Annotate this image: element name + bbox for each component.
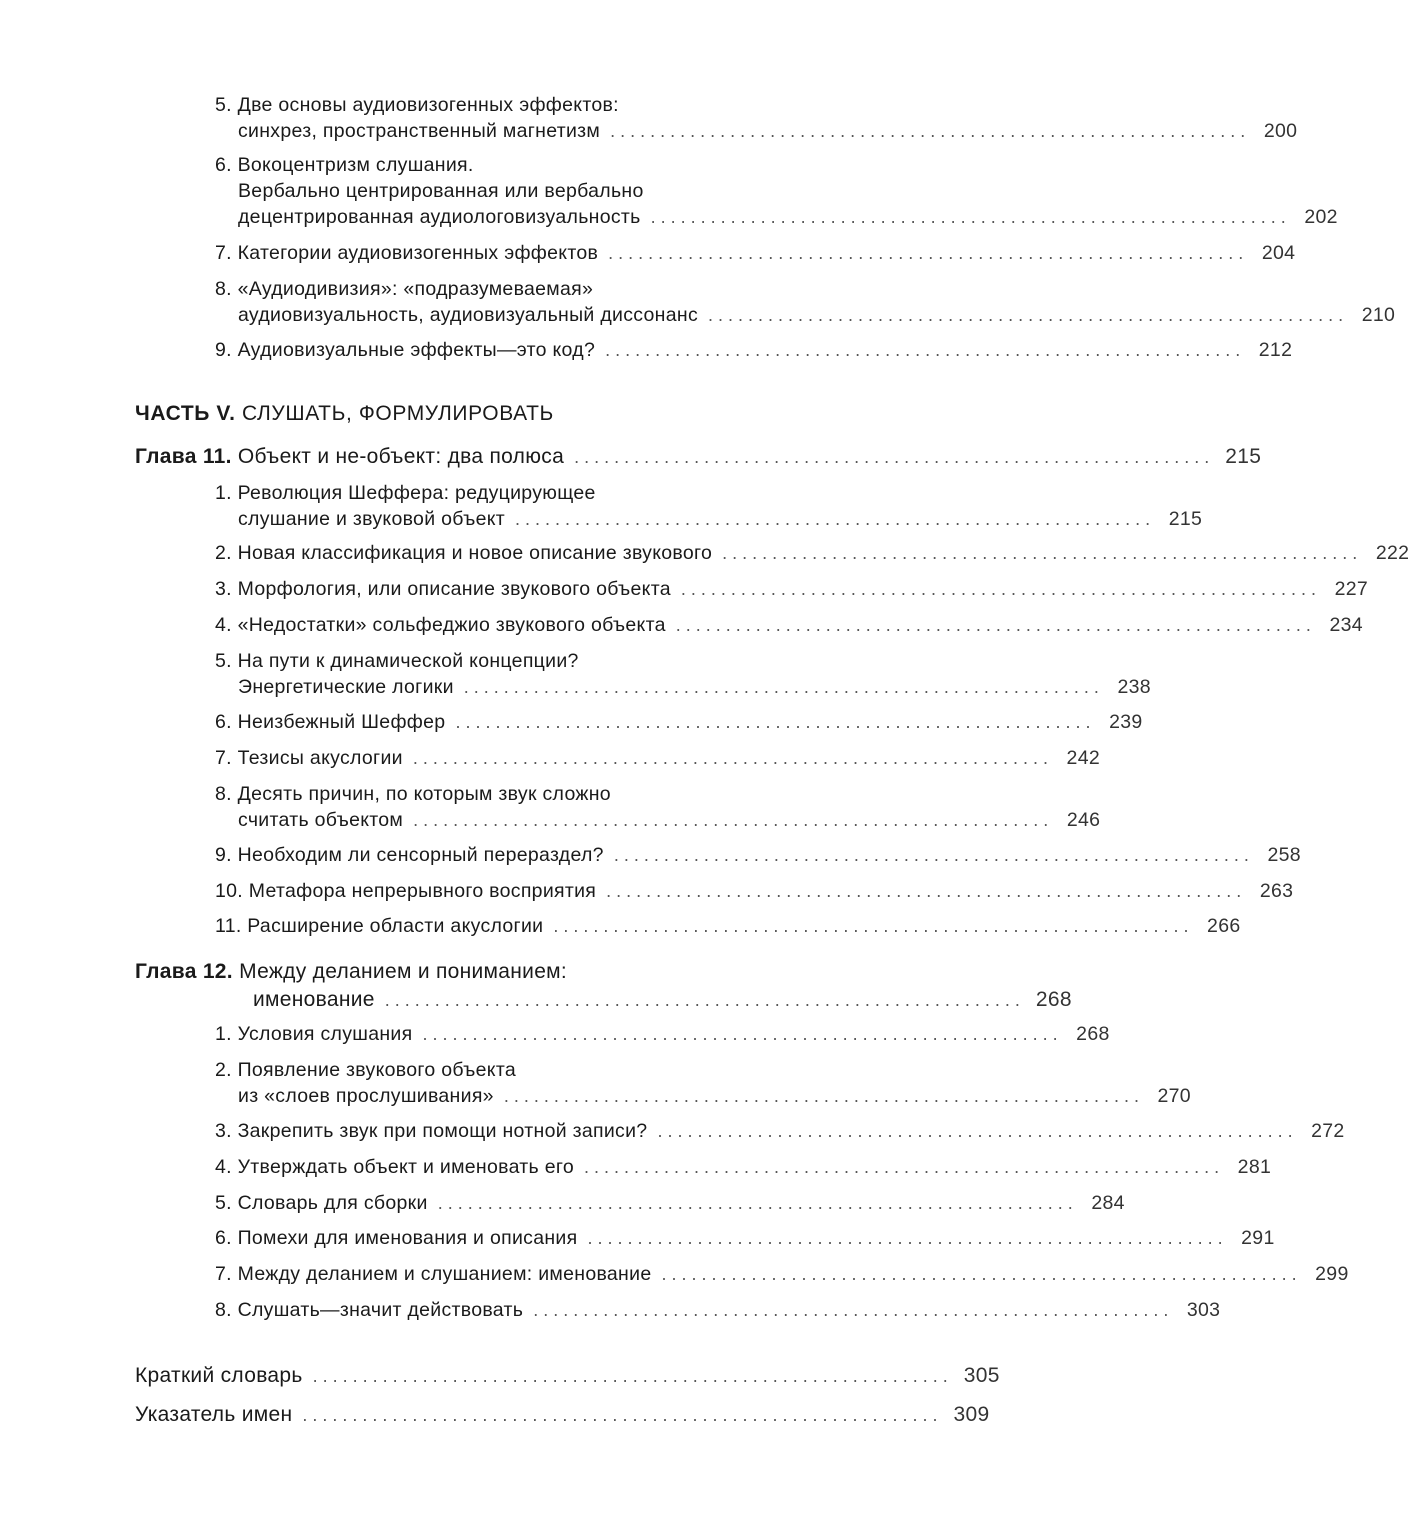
entry-last-line	[135, 1362, 1000, 1390]
page-number: 281	[1237, 1156, 1272, 1178]
page-number: 268	[1076, 1023, 1110, 1045]
dot-leader: . . . . . . . . . . . . . . . . . . . . . . . . . . . . . . . . . . . . . . . . . . . . . . . . . . . . . . . . . . . . . . . .	[312, 1366, 948, 1386]
page-number: 210	[1361, 304, 1396, 326]
page-number: 202	[1304, 206, 1338, 228]
dot-leader: . . . . . . . . . . . . . . . . . . . . . . . . . . . . . . . . . . . . . . . . . . . . . . . . . . . . . . . . . . . . . . . .	[605, 340, 1241, 360]
toc-entry[interactable]	[215, 1225, 1275, 1251]
entry-last-line	[215, 745, 1100, 771]
page-number: 272	[1311, 1120, 1345, 1142]
chapter-heading-line	[135, 443, 1262, 471]
page-number: 309	[953, 1403, 990, 1426]
page-number: 200	[1263, 120, 1298, 142]
page-number: 303	[1186, 1299, 1221, 1321]
entry-last-line	[215, 807, 1101, 833]
entry-last-line	[215, 878, 1294, 904]
entry-last-line	[215, 1297, 1221, 1323]
chapter-heading-line	[135, 986, 1072, 1014]
dot-leader: . . . . . . . . . . . . . . . . . . . . . . . . . . . . . . . . . . . . . . . . . . . . . . . . . . . . . . . . . . . . . . . .	[384, 990, 1020, 1010]
entry-title-line: Краткий словарь	[135, 1364, 303, 1387]
toc-entry[interactable]	[215, 1190, 1125, 1216]
entry-last-line	[215, 204, 1338, 230]
entry-last-line	[215, 1118, 1345, 1144]
toc-entry[interactable]	[215, 842, 1301, 868]
entry-title-line: 9. Необходим ли сенсорный перераздел?	[215, 844, 604, 866]
page-number: 299	[1315, 1263, 1349, 1285]
dot-leader: . . . . . . . . . . . . . . . . . . . . . . . . . . . . . . . . . . . . . . . . . . . . . . . . . . . . . . . . . . . . . . . .	[422, 1024, 1058, 1044]
page-number: 204	[1261, 242, 1296, 264]
page-number: 212	[1258, 339, 1293, 361]
entry-title-line: 7. Категории аудиовизогенных эффектов	[215, 242, 599, 264]
entry-title-line: из «слоев прослушивания»	[238, 1085, 494, 1107]
dot-leader: . . . . . . . . . . . . . . . . . . . . . . . . . . . . . . . . . . . . . . . . . . . . . . . . . . . . . . . . . . . . . . . .	[503, 1086, 1139, 1106]
toc-entry[interactable]	[215, 276, 1396, 328]
entry-title-line: 2. Появление звукового объекта	[215, 1059, 517, 1081]
part-label: ЧАСТЬ V.	[135, 402, 236, 425]
page-number: 238	[1117, 676, 1151, 698]
chapter-11-entry[interactable]	[135, 443, 1262, 471]
entry-last-line	[215, 1225, 1275, 1251]
entry-last-line	[215, 674, 1151, 700]
toc-entry[interactable]	[215, 540, 1409, 566]
chapter-heading	[135, 958, 855, 986]
entry-title-line: аудиовизуальность, аудиовизуальный диссонанс	[238, 304, 699, 326]
dot-leader: . . . . . . . . . . . . . . . . . . . . . . . . . . . . . . . . . . . . . . . . . . . . . . . . . . . . . . . . . . . . . . . .	[606, 881, 1242, 901]
entry-title-line: 5. На пути к динамической концепции?	[215, 650, 579, 672]
entry-title-line: 4. Утверждать объект и именовать его	[215, 1156, 574, 1178]
toc-entry[interactable]	[215, 612, 1363, 638]
toc-entry[interactable]	[215, 648, 1151, 700]
entry-title-line: 8. Слушать—значит действовать	[215, 1299, 524, 1321]
entry-last-line	[215, 1083, 1191, 1109]
page-number: 270	[1157, 1085, 1191, 1107]
dot-leader: . . . . . . . . . . . . . . . . . . . . . . . . . . . . . . . . . . . . . . . . . . . . . . . . . . . . . . . . . . . . . . . .	[455, 712, 1091, 732]
entry-title-line: синхрез, пространственный магнетизм	[238, 120, 601, 142]
entry-last-line	[215, 1021, 1110, 1047]
entry-title-line: 8. «Аудиодивизия»: «подразумеваемая»	[215, 278, 594, 300]
dot-leader: . . . . . . . . . . . . . . . . . . . . . . . . . . . . . . . . . . . . . . . . . . . . . . . . . . . . . . . . . . . . . . . .	[608, 243, 1244, 263]
entry-title-line: 5. Две основы аудиовизогенных эффектов:	[215, 94, 619, 116]
dot-leader: . . . . . . . . . . . . . . . . . . . . . . . . . . . . . . . . . . . . . . . . . . . . . . . . . . . . . . . . . . . . . . . .	[675, 615, 1311, 635]
entry-title-line: 11. Расширение области акуслогии	[215, 915, 544, 937]
chapter-12-entry[interactable]	[135, 958, 1072, 1014]
page-number: 234	[1329, 614, 1363, 636]
page-number: 305	[963, 1364, 1000, 1387]
chapter-title: Объект и не-объект: два полюса	[237, 445, 565, 468]
entry-title-line: 9. Аудиовизуальные эффекты—это код?	[215, 339, 596, 361]
entry-title-line: 6. Неизбежный Шеффер	[215, 711, 446, 733]
toc-entry[interactable]	[215, 913, 1241, 939]
dot-leader: . . . . . . . . . . . . . . . . . . . . . . . . . . . . . . . . . . . . . . . . . . . . . . . . . . . . . . . . . . . . . . . .	[657, 1121, 1293, 1141]
entry-title-line: 1. Условия слушания	[215, 1023, 413, 1045]
entry-last-line	[215, 576, 1369, 602]
page-number: 246	[1066, 809, 1101, 831]
entry-last-line	[215, 1190, 1125, 1216]
entry-last-line	[215, 913, 1241, 939]
entry-last-line	[215, 540, 1409, 566]
entry-title-line: 3. Закрепить звук при помощи нотной записи?	[215, 1120, 648, 1142]
entry-last-line	[215, 612, 1363, 638]
entry-title-line: 1. Революция Шеффера: редуцирующее	[215, 482, 596, 504]
page-number: 242	[1066, 747, 1100, 769]
entry-last-line	[215, 506, 1203, 532]
toc-entry[interactable]	[215, 92, 1298, 144]
toc-entry[interactable]	[215, 878, 1294, 904]
page-number: 263	[1259, 880, 1294, 902]
toc-entry[interactable]	[215, 745, 1100, 771]
page-number: 266	[1207, 915, 1241, 937]
entry-last-line	[215, 337, 1293, 363]
entry-title-line: 10. Метафора непрерывного восприятия	[215, 880, 597, 902]
toc-entry[interactable]	[215, 337, 1293, 363]
entry-last-line	[135, 1401, 990, 1429]
dot-leader: . . . . . . . . . . . . . . . . . . . . . . . . . . . . . . . . . . . . . . . . . . . . . . . . . . . . . . . . . . . . . . . .	[610, 121, 1246, 141]
entry-last-line	[215, 118, 1298, 144]
back-matter-entry[interactable]	[135, 1401, 990, 1429]
page-number: 215	[1168, 508, 1203, 530]
dot-leader: . . . . . . . . . . . . . . . . . . . . . . . . . . . . . . . . . . . . . . . . . . . . . . . . . . . . . . . . . . . . . . . .	[661, 1264, 1297, 1284]
dot-leader: . . . . . . . . . . . . . . . . . . . . . . . . . . . . . . . . . . . . . . . . . . . . . . . . . . . . . . . . . . . . . . . .	[515, 509, 1151, 529]
toc-entry[interactable]	[215, 1021, 1110, 1047]
entry-title-line: 2. Новая классификация и новое описание звукового	[215, 542, 713, 564]
entry-last-line	[215, 842, 1301, 868]
dot-leader: . . . . . . . . . . . . . . . . . . . . . . . . . . . . . . . . . . . . . . . . . . . . . . . . . . . . . . . . . . . . . . . .	[463, 677, 1099, 697]
back-matter-entry[interactable]	[135, 1362, 1000, 1390]
dot-leader: . . . . . . . . . . . . . . . . . . . . . . . . . . . . . . . . . . . . . . . . . . . . . . . . . . . . . . . . . . . . . . . .	[302, 1405, 938, 1425]
dot-leader: . . . . . . . . . . . . . . . . . . . . . . . . . . . . . . . . . . . . . . . . . . . . . . . . . . . . . . . . . . . . . . . .	[708, 305, 1344, 325]
page-number: 268	[1035, 988, 1072, 1011]
entry-title-line: 4. «Недостатки» сольфеджио звукового объекта	[215, 614, 666, 636]
chapter-title: Между деланием и пониманием:	[239, 960, 568, 983]
page-number: 291	[1241, 1227, 1275, 1249]
dot-leader: . . . . . . . . . . . . . . . . . . . . . . . . . . . . . . . . . . . . . . . . . . . . . . . . . . . . . . . . . . . . . . . .	[722, 543, 1358, 563]
dot-leader: . . . . . . . . . . . . . . . . . . . . . . . . . . . . . . . . . . . . . . . . . . . . . . . . . . . . . . . . . . . . . . . .	[533, 1300, 1169, 1320]
entry-title-line: 6. Вокоцентризм слушания.	[215, 154, 474, 176]
entry-title-line: Указатель имен	[135, 1403, 293, 1426]
entry-title-line: считать объектом	[238, 809, 404, 831]
toc-entry[interactable]	[215, 576, 1369, 602]
toc-entry[interactable]	[215, 1118, 1345, 1144]
dot-leader: . . . . . . . . . . . . . . . . . . . . . . . . . . . . . . . . . . . . . . . . . . . . . . . . . . . . . . . . . . . . . . . .	[650, 207, 1286, 227]
entry-title-line: 7. Тезисы акуслогии	[215, 747, 403, 769]
chapter-heading	[135, 443, 564, 471]
toc-entry[interactable]	[215, 781, 1101, 833]
dot-leader: . . . . . . . . . . . . . . . . . . . . . . . . . . . . . . . . . . . . . . . . . . . . . . . . . . . . . . . . . . . . . . . .	[437, 1193, 1073, 1213]
entry-last-line	[215, 240, 1296, 266]
dot-leader: . . . . . . . . . . . . . . . . . . . . . . . . . . . . . . . . . . . . . . . . . . . . . . . . . . . . . . . . . . . . . . . .	[587, 1228, 1223, 1248]
dot-leader: . . . . . . . . . . . . . . . . . . . . . . . . . . . . . . . . . . . . . . . . . . . . . . . . . . . . . . . . . . . . . . . .	[412, 748, 1048, 768]
entry-title-line: 8. Десять причин, по которым звук сложно	[215, 783, 611, 805]
page-number: 222	[1375, 542, 1409, 564]
toc-entry[interactable]	[215, 1261, 1349, 1287]
dot-leader: . . . . . . . . . . . . . . . . . . . . . . . . . . . . . . . . . . . . . . . . . . . . . . . . . . . . . . . . . . . . . . . .	[553, 916, 1189, 936]
entry-last-line	[215, 709, 1143, 735]
entry-title-line: 6. Помехи для именования и описания	[215, 1227, 578, 1249]
toc-entry[interactable]	[215, 709, 1143, 735]
page-number: 258	[1267, 844, 1301, 866]
entry-title-line: Энергетические логики	[238, 676, 454, 698]
entry-title-line: слушание и звуковой объект	[238, 508, 505, 530]
chapter-title: именование	[253, 988, 375, 1011]
page-number: 227	[1334, 578, 1369, 600]
entry-title-line: Вербально центрированная или вербально	[238, 180, 644, 202]
dot-leader: . . . . . . . . . . . . . . . . . . . . . . . . . . . . . . . . . . . . . . . . . . . . . . . . . . . . . . . . . . . . . . . .	[583, 1157, 1220, 1177]
entry-title-line: децентрированная аудиологовизуальность	[238, 206, 641, 228]
part-title: СЛУШАТЬ, ФОРМУЛИРОВАТЬ	[241, 402, 554, 425]
toc-entry[interactable]	[215, 1154, 1272, 1180]
entry-title-line: 7. Между деланием и слушанием: именование	[215, 1263, 652, 1285]
entry-last-line	[215, 1261, 1349, 1287]
dot-leader: . . . . . . . . . . . . . . . . . . . . . . . . . . . . . . . . . . . . . . . . . . . . . . . . . . . . . . . . . . . . . . . .	[613, 845, 1249, 865]
page-number: 215	[1225, 445, 1262, 468]
chapter-label: Глава 11.	[135, 445, 232, 468]
entry-last-line	[215, 1154, 1272, 1180]
toc-entry[interactable]	[215, 1057, 1191, 1109]
dot-leader: . . . . . . . . . . . . . . . . . . . . . . . . . . . . . . . . . . . . . . . . . . . . . . . . . . . . . . . . . . . . . . . .	[413, 810, 1049, 830]
toc-entry[interactable]	[215, 1297, 1221, 1323]
page-number: 239	[1109, 711, 1143, 733]
dot-leader: . . . . . . . . . . . . . . . . . . . . . . . . . . . . . . . . . . . . . . . . . . . . . . . . . . . . . . . . . . . . . . . .	[680, 579, 1317, 599]
toc-entry[interactable]	[215, 240, 1296, 266]
entry-last-line	[215, 302, 1396, 328]
chapter-label: Глава 12.	[135, 960, 233, 983]
toc-entry[interactable]	[215, 480, 1203, 532]
dot-leader: . . . . . . . . . . . . . . . . . . . . . . . . . . . . . . . . . . . . . . . . . . . . . . . . . . . . . . . . . . . . . . . .	[574, 447, 1210, 467]
toc-entry[interactable]	[215, 152, 1338, 230]
entry-title-line: 3. Морфология, или описание звукового объекта	[215, 578, 671, 600]
page-number: 284	[1091, 1192, 1125, 1214]
part-heading	[135, 400, 554, 428]
entry-title-line: 5. Словарь для сборки	[215, 1192, 428, 1214]
